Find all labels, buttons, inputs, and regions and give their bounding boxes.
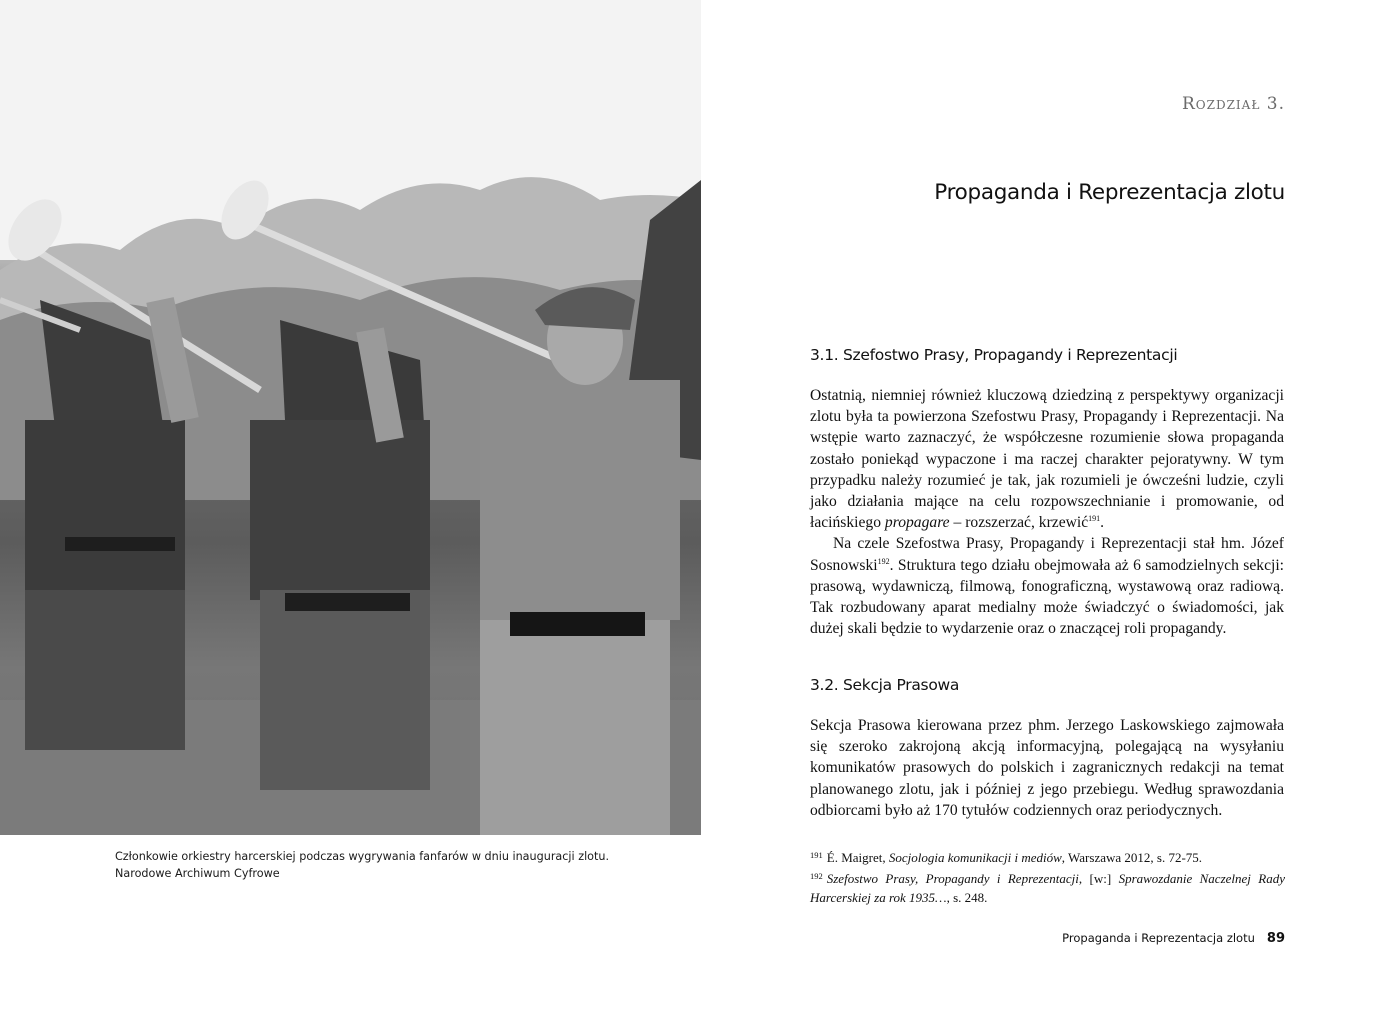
paragraph (810, 533, 1284, 639)
paragraph-text: – rozszerzać, krzewić (949, 514, 1089, 532)
paragraph-italic: propagare (884, 514, 950, 532)
photograph-scout-trumpeters-icon (0, 0, 701, 835)
footnote-ref-192[interactable]: 192 (877, 556, 890, 566)
section-3-2-body (810, 715, 1284, 821)
footnote-text: , s. 248. (946, 890, 988, 905)
page-number: 89 (1266, 931, 1285, 946)
footnote-192 (810, 867, 1285, 907)
paragraph-text: . (1100, 514, 1105, 532)
footnote-number: 192 (810, 871, 823, 881)
paragraph-text: Ostatnią, niemniej również kluczową dziedziną z perspektywy organizacji zlotu była ta powierzona Szefostwu Prasy, Propagandy i Reprezentacji. Na wstępie warto zaznaczyć, że współczesne rozumienie słowa propaganda zostało poniekąd wypaczone i ma raczej charakter pejoratywny. W tym przypadku należy rozumieć je tak, jak rozumieli je ówcześni ludzie, czyli jako działania mające na celu rozpowszechnianie i promowanie, od łacińskiego (810, 387, 1284, 532)
paragraph-text: . Struktura tego działu obejmowała aż 6 samodzielnych sekcji: prasową, wydawniczą, filmową, fonograficzną, wystawową oraz radiową. Tak rozbudowany aparat medialny może świadczyć o świadomości, jak dużej skali będzie to wydarzenie oraz o znaczącej roli propagandy. (810, 556, 1284, 638)
footnote-191 (810, 846, 1285, 867)
footnote-ref-191[interactable]: 191 (1088, 514, 1101, 524)
section-heading-3-1: 3.1. Szefostwo Prasy, Propagandy i Reprezentacji (810, 346, 1178, 364)
photo-caption-text: Członkowie orkiestry harcerskiej podczas wygrywania fanfarów w dniu inauguracji zlotu. (115, 850, 610, 863)
footnote-text: , [w:] (1078, 871, 1119, 886)
chapter-title: Propaganda i Reprezentacja zlotu (934, 180, 1285, 205)
photo-caption (115, 848, 675, 882)
photograph (0, 0, 701, 835)
page-footer (1062, 931, 1285, 946)
paragraph-text: Na czele Szefostwa Prasy, Propagandy i Reprezentacji stał hm. Józef Sosnowski (810, 535, 1284, 574)
footnote-italic: Szefostwo Prasy, Propagandy i Reprezentacji (826, 871, 1079, 886)
footnote-italic: Sprawozdanie Naczelnej Rady Harcerskiej za rok 1935… (810, 871, 1285, 905)
chapter-label: Rozdział 3. (1182, 94, 1285, 114)
footnote-text: É. Maigret, (826, 850, 889, 865)
paragraph: Sekcja Prasowa kierowana przez phm. Jerzego Laskowskiego zajmowała się szeroko zakrojoną akcją informacyjną, polegającą na wysyłaniu komunikatów prasowych do polskich i zagranicznych redakcji na temat planowanego zlotu, jak i później z jego przebiegu. Według sprawozdania odbiorcami było aż 170 tytułów codziennych oraz periodycznych. (810, 717, 1284, 819)
footnote-italic: Socjologia komunikacji i mediów (888, 850, 1062, 865)
paragraph (810, 385, 1284, 533)
section-heading-3-2: 3.2. Sekcja Prasowa (810, 676, 960, 694)
running-title: Propaganda i Reprezentacja zlotu (1062, 931, 1255, 945)
photo-credit: Narodowe Archiwum Cyfrowe (115, 867, 280, 880)
footnote-text: , Warszawa 2012, s. 72-75. (1061, 850, 1203, 865)
section-3-1-body (810, 385, 1284, 639)
footnote-number: 191 (810, 850, 823, 860)
